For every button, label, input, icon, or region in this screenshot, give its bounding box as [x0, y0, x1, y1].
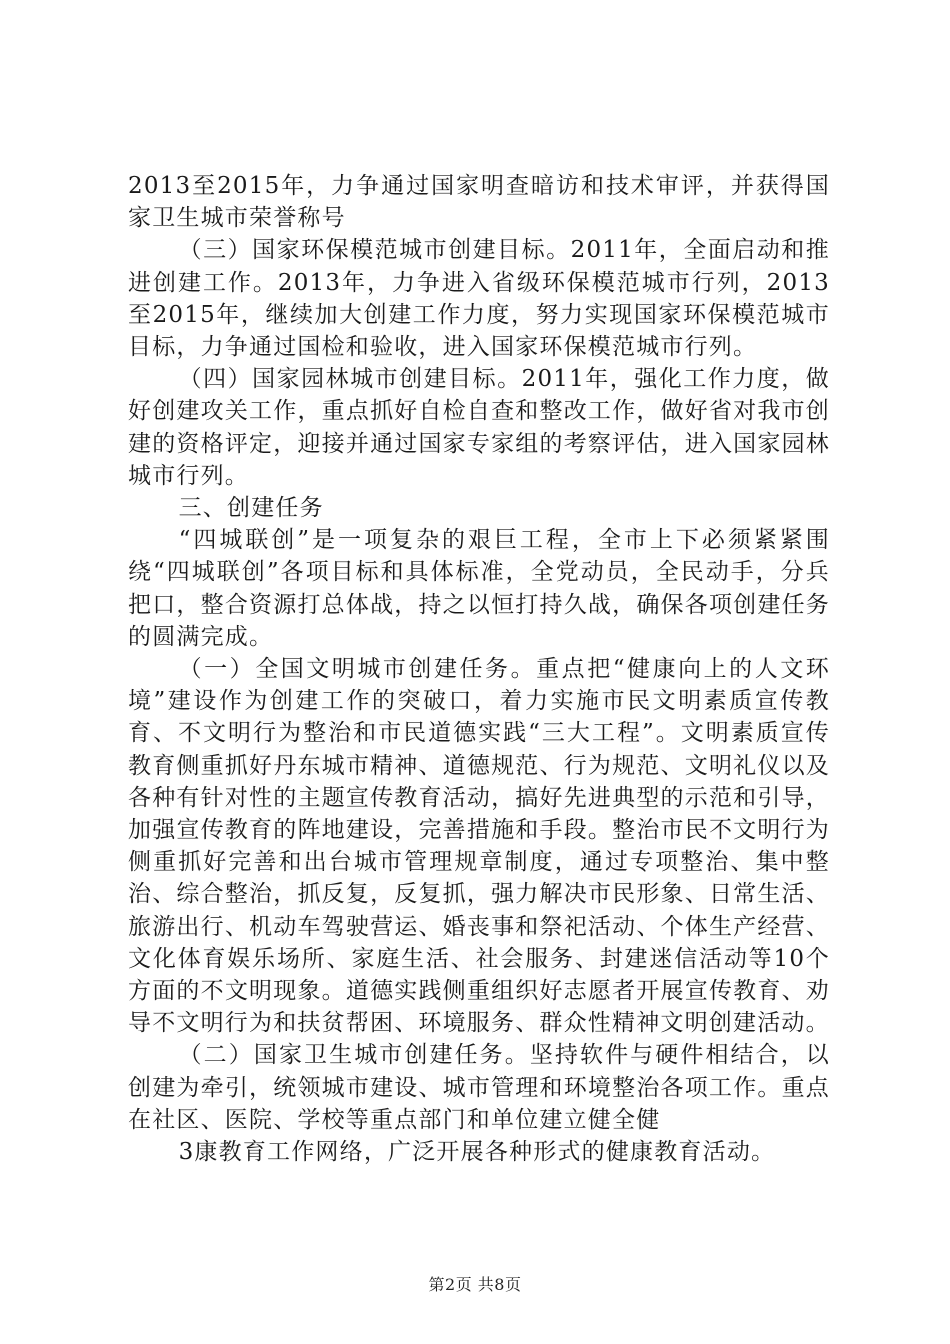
paragraph-3: （四）国家园林城市创建目标。2011年，强化工作力度，做好创建攻关工作，重点抓好自检自查和整改工作，做好省对我市创建的资格评定，迎接并通过国家专家组的考察评估，进入国家园林城市行列。 — [128, 366, 830, 489]
section-heading: 三、创建任务 — [178, 495, 324, 522]
paragraph-4: “四城联创”是一项复杂的艰巨工程，全市上下必须紧紧围绕“四城联创”各项目标和具体标准，全党动员，全民动手，分兵把口，整合资源打总体战，持之以恒打持久战，确保各项创建任务的圆满完成。 — [128, 527, 830, 650]
document-body — [128, 170, 830, 1168]
paragraph-5: （一）全国文明城市创建任务。重点把“健康向上的人文环境”建设作为创建工作的突破口，着力实施市民文明素质宣传教育、不文明行为整治和市民道德实践“三大工程”。文明素质宣传教育侧重抓好丹东城市精神、道德规范、行为规范、文明礼仪以及各种有针对性的主题宣传教育活动，搞好先进典型的示范和引导，加强宣传教育的阵地建设，完善措施和手段。整治市民不文明行为侧重抓好完善和出台城市管理规章制度，通过专项整治、集中整治、综合整治，抓反复，反复抓，强力解决市民形象、日常生活、旅游出行、机动车驾驶营运、婚丧事和祭祀活动、个体生产经营、文化体育娱乐场所、家庭生活、社会服务、封建迷信活动等10个方面的不文明现象。道德实践侧重组织好志愿者开展宣传教育、劝导不文明行为和扶贫帮困、环境服务、群众性精神文明创建活动。 — [128, 656, 830, 1037]
paragraph-2: （三）国家环保模范城市创建目标。2011年，全面启动和推进创建工作。2013年，力争进入省级环保模范城市行列，2013至2015年，继续加大创建工作力度，努力实现国家环保模范城市目标，力争通过国检和验收，进入国家环保模范城市行列。 — [128, 237, 830, 361]
page-number: 第2页 共8页 — [428, 1275, 522, 1294]
paragraph-6: （二）国家卫生城市创建任务。坚持软件与硬件相结合，以创建为牵引，统领城市建设、城市管理和环境整治各项工作。重点在社区、医院、学校等重点部门和单位建立健全健 — [128, 1042, 830, 1133]
paragraph-1: 2013至2015年，力争通过国家明查暗访和技术审评，并获得国家卫生城市荣誉称号 — [128, 173, 830, 232]
paragraph-7: 3康教育工作网络，广泛开展各种形式的健康教育活动。 — [178, 1139, 776, 1166]
